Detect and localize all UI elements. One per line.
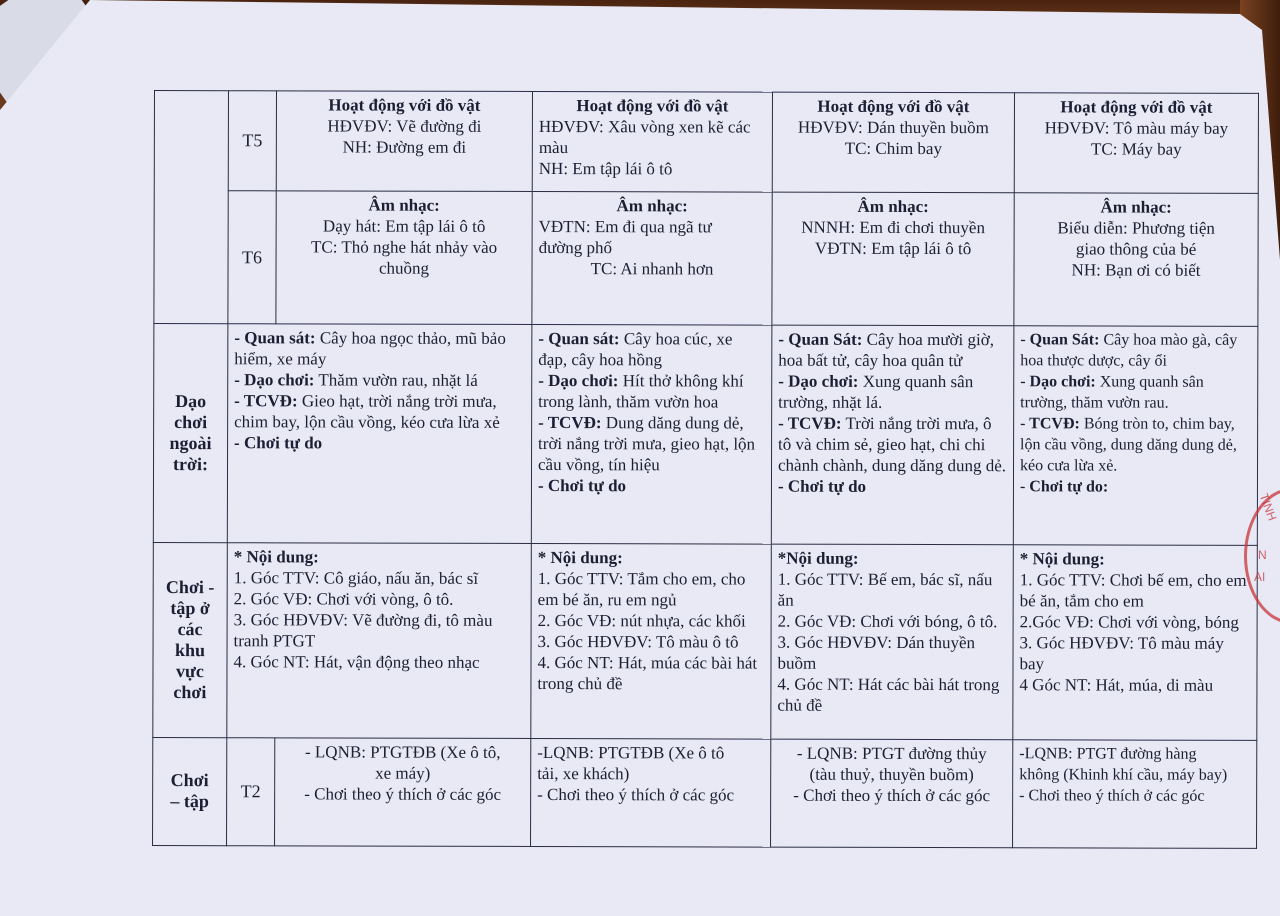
practice-line: - Chơi theo ý thích ở các góc bbox=[537, 784, 735, 805]
activity-item bbox=[538, 475, 765, 497]
activity-key: - Quan Sát: bbox=[778, 329, 863, 349]
cell-corners-1 bbox=[227, 542, 532, 738]
activity-key: - TCVĐ: bbox=[538, 412, 602, 433]
cell-title: Hoạt động với đồ vật bbox=[328, 95, 481, 115]
activity-text: Bóng tròn to, chim bay, lộn cầu vồng, dung dăng dung dẻ, kéo cưa lừa xẻ. bbox=[1019, 415, 1237, 475]
cell-t6-3 bbox=[772, 193, 1014, 326]
practice-line: xe máy) bbox=[375, 763, 431, 783]
activity-key: - Chơi tự do bbox=[777, 476, 867, 496]
cell-line: HĐVĐV: Dán thuyền buồm bbox=[797, 117, 989, 138]
day-label: T6 bbox=[228, 191, 276, 324]
cell-title: Hoạt động với đồ vật bbox=[576, 96, 729, 116]
activity-item bbox=[538, 328, 765, 371]
corner-item: 1. Góc TTV: Tắm cho em, cho em bé ăn, ru em ngủ bbox=[537, 568, 746, 610]
cell-outdoor-3 bbox=[771, 325, 1014, 544]
row-label-line: chơi bbox=[174, 411, 208, 432]
activity-key: - TCVĐ: bbox=[234, 391, 298, 411]
row-label-line: ngoài bbox=[169, 432, 212, 453]
activity-text: Gieo hạt, trời nắng trời mưa, chim bay, lộn cầu vồng, kéo cưa lừa xẻ bbox=[234, 391, 500, 432]
content-heading: * Nội dung: bbox=[233, 546, 319, 567]
cell-line: màu bbox=[538, 138, 569, 158]
cell-line: giao thông của bé bbox=[1075, 239, 1197, 260]
activity-item bbox=[234, 432, 525, 454]
practice-line: - Chơi theo ý thích ở các góc bbox=[304, 783, 502, 804]
cell-title: Âm nhạc: bbox=[857, 197, 929, 217]
activity-item bbox=[1020, 476, 1251, 498]
activity-text: Cây hoa mào gà, cây hoa thược dược, cây ổi bbox=[1020, 331, 1238, 370]
corner-item: 3. Góc HĐVĐV: Dán thuyền buồm bbox=[777, 632, 976, 673]
cell-line: TC: Chim bay bbox=[844, 138, 943, 159]
cell-title: Âm nhạc: bbox=[1100, 197, 1172, 218]
cell-line: NH: Em tập lái ô tô bbox=[538, 159, 673, 179]
row-t5 bbox=[154, 91, 1258, 194]
corner-item: 2.Góc VĐ: Chơi với vòng, bóng bbox=[1019, 612, 1239, 632]
row-label-line: các bbox=[177, 618, 203, 639]
activity-item bbox=[234, 390, 525, 433]
cell-line: NH: Đường em đi bbox=[342, 137, 467, 157]
practice-line: - LQNB: PTGT đường thủy bbox=[796, 743, 987, 763]
cell-line: VĐTN: Em đi qua ngã tư bbox=[538, 217, 712, 237]
activity-text: Xung quanh sân trường, nhặt lá. bbox=[778, 371, 974, 412]
stamp-text: TINH bbox=[1256, 491, 1280, 523]
corner-item: 3. Góc HĐVĐV: Tô màu ô tô bbox=[537, 631, 739, 652]
practice-line: - Chơi theo ý thích ở các góc bbox=[793, 785, 991, 805]
activity-key: - TCVĐ: bbox=[1020, 415, 1080, 433]
activity-item bbox=[1020, 371, 1251, 414]
schedule-page bbox=[150, 90, 1260, 850]
cell-outdoor-4 bbox=[1013, 326, 1258, 545]
corner-item: 3. Góc HĐVĐV: Tô màu máy bay bbox=[1019, 633, 1224, 674]
cell-corners-2 bbox=[531, 543, 772, 738]
corner-item: 1. Góc TTV: Chơi bế em, cho em bé ăn, tắm cho em bbox=[1019, 570, 1247, 611]
cell-practice-2 bbox=[531, 738, 771, 847]
practice-line: tải, xe khách) bbox=[537, 763, 630, 783]
cell-line: TC: Thỏ nghe hát nhảy vào bbox=[310, 237, 498, 258]
cell-corners-4 bbox=[1013, 545, 1258, 740]
practice-line: -LQNB: PTGTĐB (Xe ô tô bbox=[537, 742, 725, 763]
activity-item bbox=[778, 413, 1007, 477]
schedule-table bbox=[152, 90, 1259, 849]
activity-key: - Dạo chơi: bbox=[1020, 373, 1096, 391]
activity-text: Xung quanh sân trường, thăm vườn rau. bbox=[1020, 373, 1204, 412]
corner-item: 3. Góc HĐVĐV: Vẽ đường đi, tô màu tranh PTGT bbox=[233, 609, 493, 651]
practice-line: không (Khinh khí cầu, máy bay) bbox=[1019, 765, 1228, 784]
activity-item bbox=[538, 412, 765, 476]
stamp-text: AI bbox=[1254, 570, 1266, 584]
cell-t5-2 bbox=[532, 91, 772, 192]
activity-item bbox=[234, 327, 525, 370]
corner-item: 1. Góc TTV: Cô giáo, nấu ăn, bác sĩ bbox=[233, 567, 479, 588]
row-label-line: Chơi - bbox=[165, 576, 215, 597]
cell-line: TC: Máy bay bbox=[1090, 139, 1182, 159]
activity-key: - Chơi tự do bbox=[537, 475, 627, 496]
activity-text: Cây hoa cúc, xe đạp, cây hoa hồng bbox=[538, 329, 733, 370]
activity-key: - Dạo chơi: bbox=[778, 371, 859, 391]
cell-title: Âm nhạc: bbox=[616, 196, 688, 216]
cell-t5-3 bbox=[772, 92, 1014, 193]
cell-t6-1 bbox=[276, 191, 532, 324]
practice-line: -LQNB: PTGT đường hàng bbox=[1019, 744, 1197, 763]
row-t6 bbox=[154, 191, 1258, 326]
activity-text: Cây hoa ngọc thảo, mũ bảo hiểm, xe máy bbox=[234, 328, 506, 369]
activity-key: - Quan Sát: bbox=[1020, 331, 1100, 349]
day-label: T2 bbox=[227, 737, 275, 846]
activity-key: - Quan sát: bbox=[538, 328, 620, 349]
corner-item: 2. Góc VĐ: Chơi với vòng, ô tô. bbox=[233, 588, 454, 609]
activity-item bbox=[778, 476, 1007, 498]
activity-key: - TCVĐ: bbox=[778, 413, 842, 433]
cell-title: Hoạt động với đồ vật bbox=[1060, 97, 1213, 117]
activity-item bbox=[778, 371, 1007, 414]
cell-line: Dạy hát: Em tập lái ô tô bbox=[322, 216, 486, 237]
activity-key: - Dạo chơi: bbox=[234, 370, 315, 390]
cell-practice-3 bbox=[771, 739, 1013, 848]
row-label-line: khu bbox=[174, 639, 206, 660]
corner-item: 4. Góc NT: Hát, vận động theo nhạc bbox=[233, 651, 480, 672]
row-label-line: – tập bbox=[170, 791, 209, 812]
cell-t6-4 bbox=[1014, 193, 1258, 326]
activity-key: - Chơi tự do bbox=[234, 433, 323, 453]
cell-line: VĐTN: Em tập lái ô tô bbox=[814, 239, 972, 259]
activity-item bbox=[778, 329, 1007, 372]
row-corners bbox=[153, 542, 1258, 740]
day-label: T5 bbox=[228, 91, 276, 192]
corner-item: 4. Góc NT: Hát, múa các bài hát trong chủ đề bbox=[537, 652, 758, 693]
activity-text: Dung dăng dung dẻ, trời nắng trời mưa, gieo hạt, lộn cầu vồng, tín hiệu bbox=[537, 413, 756, 475]
activity-item bbox=[1020, 329, 1251, 372]
cell-outdoor-1 bbox=[227, 324, 532, 544]
cell-title: Âm nhạc: bbox=[368, 195, 440, 216]
activity-text: Hít thở không khí trong lành, thăm vườn hoa bbox=[538, 371, 744, 412]
cell-line: TC: Ai nhanh hơn bbox=[590, 259, 714, 279]
corner-item: 1. Góc TTV: Bế em, bác sĩ, nấu ăn bbox=[777, 569, 993, 610]
row-label-line: Chơi bbox=[170, 770, 209, 791]
cell-practice-4 bbox=[1013, 739, 1257, 848]
cell-line: NH: Bạn ơi có biết bbox=[1071, 260, 1201, 281]
content-heading: * Nội dung: bbox=[537, 547, 623, 567]
corner-item: 2. Góc VĐ: nút nhựa, các khối bbox=[537, 610, 746, 631]
cell-line: chuồng bbox=[378, 258, 430, 279]
activity-text: Cây hoa mười giờ, hoa bất tử, cây hoa quân tử bbox=[778, 329, 994, 371]
cell-line: Biểu diễn: Phương tiện bbox=[1057, 218, 1215, 239]
content-heading: * Nội dung: bbox=[1019, 549, 1105, 569]
row-practice bbox=[153, 737, 1257, 848]
row-label-line: Dạo bbox=[175, 390, 207, 411]
cell-outdoor-2 bbox=[531, 324, 772, 543]
row-label-empty bbox=[154, 91, 229, 324]
practice-line: - LQNB: PTGTĐB (Xe ô tô, bbox=[304, 741, 501, 762]
row-label-corners bbox=[153, 542, 228, 737]
activity-key: - Quan sát: bbox=[234, 328, 316, 348]
row-label-line: vực bbox=[176, 660, 204, 681]
cell-t6-2 bbox=[532, 192, 772, 325]
cell-practice-1 bbox=[275, 737, 531, 846]
stamp-text: N bbox=[1258, 548, 1267, 562]
corner-item: 2. Góc VĐ: Chơi với bóng, ô tô. bbox=[777, 611, 998, 631]
row-label-line: tập ở bbox=[170, 597, 210, 618]
activity-item bbox=[1020, 413, 1251, 477]
row-label-line: chơi bbox=[173, 681, 207, 702]
cell-t5-4 bbox=[1014, 93, 1258, 194]
cell-title: Hoạt động với đồ vật bbox=[817, 96, 970, 117]
row-label-outdoor bbox=[153, 323, 228, 542]
row-label-line: trời: bbox=[173, 453, 209, 474]
corner-item: 4 Góc NT: Hát, múa, di màu bbox=[1019, 675, 1214, 695]
cell-line: NNNH: Em đi chơi thuyền bbox=[801, 218, 986, 238]
content-heading: *Nội dung: bbox=[777, 548, 859, 568]
cell-t5-1 bbox=[276, 91, 532, 192]
practice-line: (tàu thuỷ, thuyền buồm) bbox=[809, 764, 974, 784]
cell-line: đường phố bbox=[538, 238, 613, 258]
activity-key: - Dạo chơi: bbox=[538, 370, 619, 391]
activity-item bbox=[234, 369, 525, 391]
cell-line: HĐVĐV: Xâu vòng xen kẽ các bbox=[538, 117, 751, 137]
activity-text: Thăm vườn rau, nhặt lá bbox=[314, 370, 478, 390]
activity-text: Trời nắng trời mưa, ô tô và chim sẻ, gieo hạt, chi chi chành chành, dung dăng dung dẻ. bbox=[777, 413, 1007, 476]
cell-corners-3 bbox=[771, 544, 1014, 739]
corner-item: 4. Góc NT: Hát các bài hát trong chủ đề bbox=[777, 674, 1000, 715]
cell-line: HĐVĐV: Tô màu máy bay bbox=[1044, 118, 1229, 138]
activity-item bbox=[538, 370, 765, 413]
row-label-practice bbox=[153, 737, 227, 846]
row-outdoor bbox=[153, 323, 1258, 545]
activity-key: - Chơi tự do: bbox=[1019, 478, 1109, 496]
practice-line: - Chơi theo ý thích ở các góc bbox=[1019, 786, 1205, 805]
cell-line: HĐVĐV: Vẽ đường đi bbox=[327, 116, 482, 136]
